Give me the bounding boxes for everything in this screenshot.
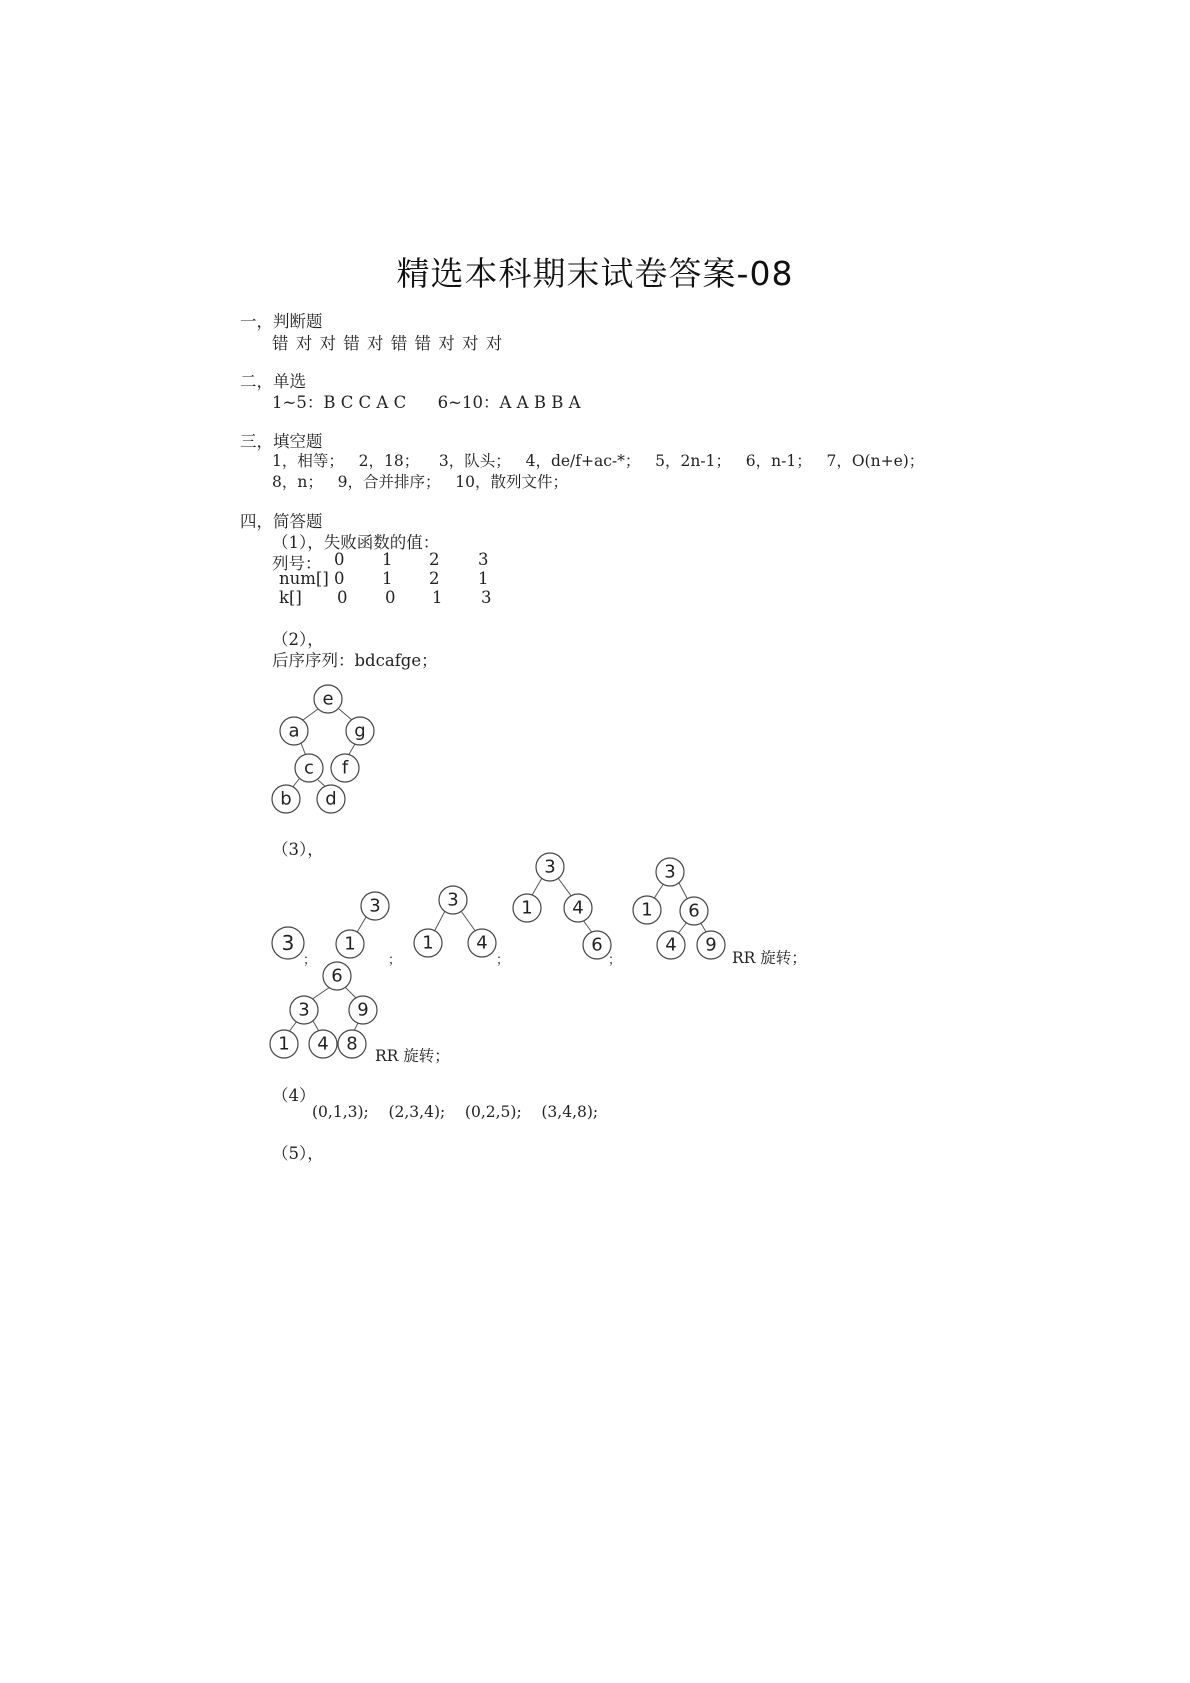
- avl-node-label: 3: [664, 861, 676, 883]
- tree-node-label: d: [325, 788, 337, 810]
- step-separator: ；: [608, 953, 622, 968]
- avl-node-label: 6: [331, 965, 343, 987]
- tree-node-label: a: [288, 720, 300, 742]
- avl-node-label: 8: [346, 1033, 358, 1055]
- avl-node-label: 1: [344, 933, 356, 955]
- q3-label: （3），: [272, 840, 324, 859]
- table-cell: 1: [382, 550, 393, 569]
- tree-labels: [278, 689, 716, 1055]
- avl-node-label: 4: [665, 934, 677, 956]
- avl-node-label: 3: [369, 895, 381, 917]
- section-1-heading: 一，判断题: [240, 312, 323, 331]
- avl-node-label: 6: [688, 900, 700, 922]
- avl-node-label: 4: [476, 932, 488, 954]
- tree-node-label: g: [354, 720, 366, 742]
- avl-node-label: 1: [278, 1033, 290, 1055]
- avl-node-label: 3: [447, 889, 459, 911]
- table-cell: 1: [478, 569, 489, 588]
- avl-node-label: 3: [298, 999, 310, 1021]
- table-cell: 0: [334, 569, 345, 588]
- avl-node-label: 4: [572, 897, 584, 919]
- page-title: 精选本科期末试卷答案-08: [396, 254, 794, 293]
- avl-node-label: 9: [357, 999, 369, 1021]
- q2-label: （2），: [272, 630, 324, 649]
- q4-label: （4）: [272, 1086, 316, 1105]
- q4-answer: (0,1,3); (2,3,4); (0,2,5); (3,4,8);: [312, 1103, 599, 1121]
- tree-node-label: e: [322, 688, 334, 710]
- table-row-head: 列号：: [272, 554, 322, 573]
- avl-node-label: 6: [591, 934, 603, 956]
- tree-node-label: f: [341, 757, 349, 779]
- section-2-heading: 二，单选: [240, 372, 306, 391]
- tree-node-label: c: [304, 757, 314, 779]
- table-row-head: num[]: [279, 569, 329, 588]
- table-cell: 2: [429, 550, 440, 569]
- table-cell: 1: [382, 569, 393, 588]
- section-3-heading: 三，填空题: [240, 432, 323, 451]
- avl-node-label: 1: [422, 932, 434, 954]
- table-cell: 0: [385, 588, 396, 607]
- table-row-head: k[]: [279, 588, 302, 607]
- avl-node-label: 1: [641, 899, 653, 921]
- section-3-line-2: 8，n； 9，合并排序； 10，散列文件；: [272, 473, 568, 491]
- tree-node-label: b: [280, 788, 292, 810]
- section-3-line-1: 1，相等； 2，18； 3，队头； 4，de/f+ac-*； 5，2n-1； 6，n-1； 7，O(n+e)；: [272, 452, 925, 470]
- q5-label: （5），: [272, 1144, 324, 1163]
- table-cell: 1: [432, 588, 443, 607]
- section-4-heading: 四，简答题: [240, 512, 323, 531]
- section-1-answers: 错 对 对 错 对 错 错 对 对 对: [272, 334, 503, 353]
- avl-node-label: 3: [281, 931, 295, 955]
- avl-node-label: 3: [544, 856, 556, 878]
- tree-nodes: [270, 685, 725, 1058]
- table-cell: 0: [337, 588, 348, 607]
- q1-label: （1），失败函数的值：: [272, 533, 440, 552]
- rotation-note: RR 旋转；: [375, 1047, 450, 1065]
- avl-node-label: 9: [705, 934, 717, 956]
- table-cell: 3: [481, 588, 492, 607]
- avl-node-label: 4: [317, 1033, 329, 1055]
- rotation-note: RR 旋转；: [732, 949, 807, 967]
- step-separator: ；: [303, 953, 317, 968]
- table-cell: 0: [334, 550, 345, 569]
- table-cell: 2: [429, 569, 440, 588]
- table-cell: 3: [478, 550, 489, 569]
- section-2-answers: 1~5：B C C A C 6~10：A A B B A: [272, 393, 581, 412]
- q2-postorder: 后序序列：bdcafge；: [272, 651, 438, 670]
- step-separator: ；: [496, 953, 510, 968]
- step-separator: ；: [388, 953, 402, 968]
- avl-node-label: 1: [521, 897, 533, 919]
